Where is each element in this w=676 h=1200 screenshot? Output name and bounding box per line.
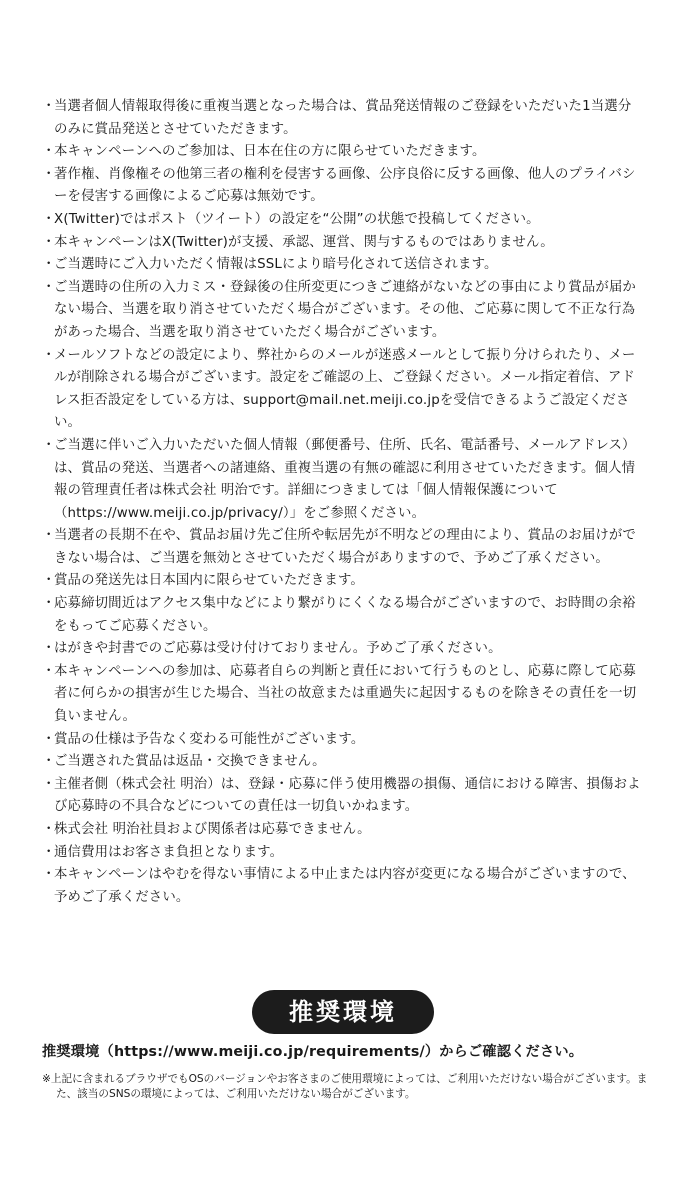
note-item [42,819,642,842]
note-text: 応募締切間近はアクセス集中などにより繋がりにくくなる場合がございますので、お時間の余裕をもってご応募ください。 [54,596,636,634]
note-item [42,729,642,752]
bullet: ・ [42,437,56,453]
recommended-environment-text: 推奨環境（https://www.meiji.co.jp/requirements/）からご確認ください。 [42,1044,584,1060]
bullet: ・ [42,596,56,612]
note-text: メールソフトなどの設定により、弊社からのメールが迷惑メールとして振り分けられたり、メールが削除される場合がございます。設定をご確認の上、ご登録ください。メール指定着信、アドレス拒否設定をしている方は、support@mail.net.meiji.co.jpを受信できるようご設定ください。 [54,347,636,431]
bullet: ・ [42,279,56,295]
bullet: ・ [42,573,56,589]
bullet: ・ [42,347,56,363]
bullet: ・ [42,754,56,770]
note-item [42,593,642,638]
note-text: 本キャンペーンへのご参加は、日本在住の方に限らせていただきます。 [54,144,486,160]
bullet: ・ [42,822,56,837]
note-item [42,774,642,819]
note-item [42,345,642,435]
bullet: ・ [42,99,56,114]
note-text: 本キャンペーンへの参加は、応募者自らの判断と責任において行うものとし、応募に際して応募者に何らかの損害が生じた場合、当社の故意または重過失に起因するものを除きその責任を一切負いません。 [54,663,637,725]
note-item [42,661,642,729]
note-text: ご当選時にご入力いただく情報はSSLにより暗号化されて送信されます。 [54,257,498,273]
note-text: 当選者の長期不在や、賞品お届け先ご住所や転居先が不明などの理由により、賞品のお届けができない場合は、ご当選を無効とさせていただく場合がありますので、予めご了承ください。 [54,528,636,566]
note-text: はがきや封書でのご応募は受け付けておりません。予めご了承ください。 [54,641,502,657]
note-text: 著作権、肖像権その他第三者の権利を侵害する画像、公序良俗に反する画像、他人のプライバシーを侵害する画像によるご応募は無効です。 [54,166,636,205]
bullet: ・ [42,844,56,860]
note-text: 本キャンペーンはやむを得ない事情による中止または内容が変更になる場合がございますので、予めご了承ください。 [54,867,636,905]
note-item [42,638,642,661]
note-item [42,164,642,209]
note-item [42,435,642,525]
note-item [42,209,642,232]
note-item [42,525,642,570]
note-item [42,254,642,277]
note-text: ご当選された賞品は返品・交換できません。 [54,754,326,770]
note-text: 当選者個人情報取得後に重複当選となった場合は、賞品発送情報のご登録をいただいた1当選分のみに賞品発送とさせていただきます。 [54,99,632,137]
note-item [42,864,642,909]
campaign-notes-list [42,96,642,909]
note-item [42,842,642,865]
note-text: 賞品の仕様は予告なく変わる可能性がございます。 [54,731,365,747]
note-text: 主催者側（株式会社 明治）は、登録・応募に伴う使用機器の損傷、通信における障害、損傷および応募時の不具合などについての責任は一切負いかねます。 [54,776,641,815]
note-item [42,232,642,255]
note-text: 本キャンペーンはX(Twitter)が支援、承認、運営、関与するものではありません。 [54,234,554,250]
bullet: ・ [42,731,56,747]
note-text: X(Twitter)ではポスト（ツイート）の設定を“公開”の状態で投稿してください。 [54,211,540,227]
recommended-environment-heading: 推奨環境 [252,990,434,1034]
note-text: 賞品の発送先は日本国内に限らせていただきます。 [54,573,364,589]
bullet: ・ [42,234,56,250]
note-text: 通信費用はお客さま負担となります。 [54,844,284,860]
note-item [42,141,642,164]
bullet: ・ [42,166,56,182]
note-item [42,96,642,141]
bullet: ・ [42,144,56,160]
note-item [42,751,642,774]
note-text: 株式会社 明治社員および関係者は応募できません。 [54,822,371,837]
note-item [42,570,642,593]
environment-footnote: ※上記に含まれるブラウザでもOSのバージョンやお客さまのご使用環境によっては、ご利用いただけない場合がございます。また、該当のSNSの環境によっては、ご利用いただけない場合がございます。 [42,1073,648,1100]
bullet: ・ [42,867,56,883]
note-item [42,277,642,345]
bullet: ・ [42,776,56,792]
bullet: ・ [42,211,56,227]
bullet: ・ [42,257,56,273]
bullet: ・ [42,641,56,657]
note-text: ご当選時の住所の入力ミス・登録後の住所変更につきご連絡がないなどの事由により賞品が届かない場合、当選を取り消させていただく場合がございます。その他、ご応募に関して不正な行為があった場合、当選を取り消させていただく場合がございます。 [54,279,636,340]
note-text: ご当選に伴いご入力いただいた個人情報（郵便番号、住所、氏名、電話番号、メールアドレス）は、賞品の発送、当選者への諸連絡、重複当選の有無の確認に利用させていただきます。個人情報の管理責任者は株式会社 明治です。詳細につきましては「個人情報保護について（https://www.meiji.co.jp/privacy/）」をご参照ください。 [54,437,636,521]
bullet: ・ [42,528,56,544]
bullet: ・ [42,663,56,679]
